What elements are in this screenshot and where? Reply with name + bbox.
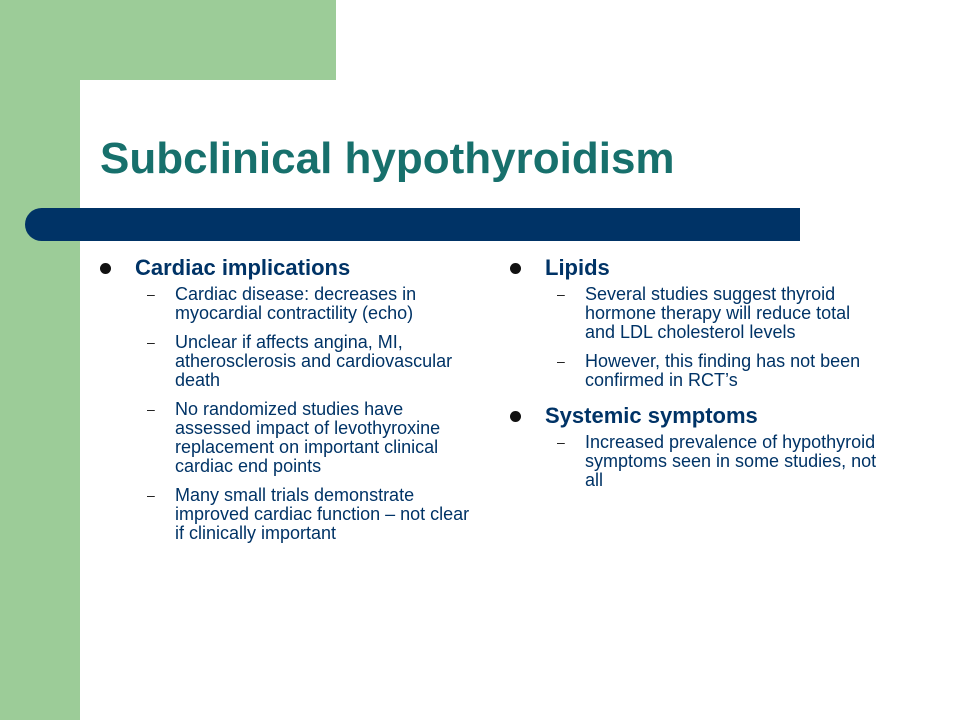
left-column xyxy=(100,250,480,555)
bullet-heading-lipids: Lipids xyxy=(510,254,880,282)
sub-bullet-item: – Unclear if affects angina, MI, atherosclerosis and cardiovascular death xyxy=(147,332,453,390)
bullet-dot-icon xyxy=(510,263,521,274)
dash-icon: – xyxy=(557,434,565,450)
dash-icon: – xyxy=(147,286,155,302)
sub-bullet-item: – Cardiac disease: decreases in myocardial contractility (echo) xyxy=(147,284,417,323)
green-left-band xyxy=(0,0,80,720)
systemic-sub-list xyxy=(510,433,880,490)
sub-bullet-item: – However, this finding has not been confirmed in RCT’s xyxy=(557,351,861,390)
sub-bullet-item: – Many small trials demonstrate improved cardiac function – not clear if clinically important xyxy=(147,485,470,543)
slide-title: Subclinical hypothyroidism xyxy=(100,134,675,183)
dash-icon: – xyxy=(557,353,565,369)
title-underline-bar xyxy=(25,208,800,241)
sub-bullet-item: – No randomized studies have assessed impact of levothyroxine replacement on important clinical cardiac end points xyxy=(147,399,441,476)
bullet-heading-systemic: Systemic symptoms xyxy=(510,402,880,430)
right-column xyxy=(510,250,880,502)
bullet-dot-icon xyxy=(510,411,521,422)
bullet-heading-cardiac: Cardiac implications xyxy=(100,254,480,282)
lipids-sub-list xyxy=(510,285,880,390)
sub-bullet-item: – Increased prevalence of hypothyroid symptoms seen in some studies, not all xyxy=(557,432,877,490)
dash-icon: – xyxy=(147,334,155,350)
sub-bullet-item: – Several studies suggest thyroid hormone therapy will reduce total and LDL cholesterol levels xyxy=(557,284,851,342)
dash-icon: – xyxy=(147,401,155,417)
dash-icon: – xyxy=(557,286,565,302)
cardiac-sub-list xyxy=(100,285,480,543)
bullet-dot-icon xyxy=(100,263,111,274)
dash-icon: – xyxy=(147,487,155,503)
